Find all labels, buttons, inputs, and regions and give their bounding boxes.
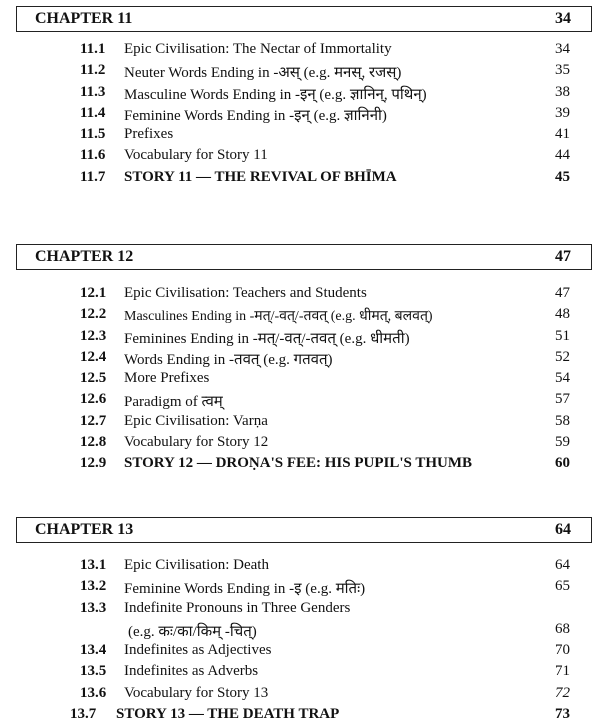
entry-number: 13.5 — [80, 663, 107, 680]
entry-number: 12.5 — [80, 370, 107, 387]
entry-title: Feminines Ending in -मत्/-वत्/-तवत् (e.g. धीमती) — [124, 330, 410, 347]
toc-entry — [0, 642, 600, 663]
toc-entry — [0, 105, 600, 126]
entry-page: 54 — [555, 370, 570, 387]
entry-title: Paradigm of त्वम् — [124, 394, 223, 411]
entry-number: 11.6 — [80, 147, 106, 164]
entry-page: 57 — [555, 391, 570, 408]
toc-entry — [0, 578, 600, 599]
entry-page: 48 — [555, 306, 570, 323]
entry-page: 51 — [555, 327, 570, 344]
entry-title: STORY 11 — THE REVIVAL OF BHĪMA — [124, 168, 397, 185]
entry-page: 47 — [555, 285, 570, 301]
chapter-page: 47 — [555, 248, 571, 265]
entry-number: 12.2 — [80, 306, 107, 323]
entry-title: Masculine Words Ending in -इन् (e.g. ज्ञानिन्, पथिन्) — [124, 86, 427, 103]
toc-entry — [0, 600, 600, 621]
entry-title-continuation: (e.g. कः/का/किम् -चित्) — [128, 623, 257, 640]
entry-number: 13.2 — [80, 578, 107, 595]
toc-entry — [0, 328, 600, 349]
entry-page: 41 — [555, 126, 570, 143]
chapter-title: CHAPTER 11 — [35, 10, 133, 27]
entry-number: 13.1 — [80, 557, 107, 573]
toc-entry — [0, 62, 600, 83]
entry-title: Vocabulary for Story 12 — [124, 434, 269, 451]
entry-number: 12.6 — [80, 391, 107, 408]
toc-entry — [0, 41, 600, 62]
entry-number: 13.3 — [80, 599, 107, 616]
chapter-title: CHAPTER 13 — [35, 521, 134, 538]
entry-number: 12.4 — [80, 348, 107, 365]
toc-entry-continuation — [0, 621, 600, 642]
toc-entry — [0, 285, 600, 306]
entry-title: Words Ending in -तवत् (e.g. गतवत्) — [124, 351, 333, 368]
entry-page: 60 — [555, 455, 570, 472]
entry-title: Vocabulary for Story 13 — [124, 684, 269, 701]
entry-title: Feminine Words Ending in -इ (e.g. मतिः) — [124, 581, 366, 598]
chapter-13-header — [16, 517, 592, 543]
entry-number: 11.7 — [80, 168, 106, 185]
entry-title: Epic Civilisation: The Nectar of Immortality — [124, 41, 392, 57]
entry-number: 12.1 — [80, 285, 107, 301]
entry-page: 58 — [555, 412, 570, 429]
chapter-12-header — [16, 244, 592, 270]
chapter-page: 64 — [555, 521, 571, 538]
entry-number: 11.1 — [80, 41, 106, 57]
entry-page: 64 — [555, 557, 570, 573]
entry-title: Indefinites as Adverbs — [124, 663, 259, 680]
toc-entry — [0, 306, 600, 327]
entry-title: Epic Civilisation: Death — [124, 557, 269, 573]
entry-page: 65 — [555, 578, 570, 595]
entry-number: 11.5 — [80, 126, 106, 143]
entry-page: 39 — [555, 104, 570, 121]
entry-title: Feminine Words Ending in -इन् (e.g. ज्ञानिनी) — [124, 107, 387, 124]
entry-title: More Prefixes — [124, 370, 210, 387]
toc-story-entry — [0, 706, 600, 727]
entry-number: 12.3 — [80, 327, 107, 344]
entry-number: 13.7 — [70, 706, 97, 723]
entry-title: Prefixes — [124, 126, 174, 143]
toc-entry — [0, 84, 600, 105]
entry-page: 52 — [555, 348, 570, 365]
entry-number: 11.2 — [80, 62, 106, 79]
entry-title: Vocabulary for Story 11 — [124, 147, 268, 164]
entry-number: 13.6 — [80, 684, 107, 701]
entry-page: 35 — [555, 62, 570, 79]
toc-entry — [0, 434, 600, 455]
entry-page: 44 — [555, 147, 570, 164]
toc-entry — [0, 126, 600, 147]
toc-entry — [0, 557, 600, 578]
chapter-11-header — [16, 6, 592, 32]
toc-entry — [0, 349, 600, 370]
toc-entry — [0, 391, 600, 412]
chapter-page: 34 — [555, 10, 571, 27]
toc-story-entry — [0, 169, 600, 190]
entry-title: STORY 13 — THE DEATH TRAP — [116, 706, 340, 723]
toc-entry — [0, 413, 600, 434]
toc-entry — [0, 147, 600, 168]
entry-title: Masculines Ending in -मत्/-वत्/-तवत् (e.g. धीमत्, बलवत्) — [124, 309, 433, 325]
toc-entry — [0, 685, 600, 706]
toc-story-entry — [0, 455, 600, 476]
entry-title: Neuter Words Ending in -अस् (e.g. मनस्, रजस्) — [124, 65, 402, 82]
entry-title: Indefinite Pronouns in Three Genders — [124, 599, 351, 616]
chapter-title: CHAPTER 12 — [35, 248, 134, 265]
entry-page: 72 — [555, 684, 570, 701]
toc-entry — [0, 370, 600, 391]
entry-number: 12.7 — [80, 412, 107, 429]
entry-title: STORY 12 — DROṆA'S FEE: HIS PUPIL'S THUMB — [124, 455, 473, 472]
chapter-12-entries — [0, 285, 600, 477]
entry-number: 11.4 — [80, 104, 106, 121]
entry-page: 71 — [555, 663, 570, 680]
entry-page: 70 — [555, 642, 570, 659]
entry-page: 73 — [555, 706, 570, 723]
entry-title: Epic Civilisation: Teachers and Students — [124, 285, 367, 301]
chapter-13-entries — [0, 557, 600, 727]
entry-title: Epic Civilisation: Varṇa — [124, 412, 268, 429]
entry-page: 59 — [555, 434, 570, 451]
entry-number: 11.3 — [80, 83, 106, 100]
entry-title: Indefinites as Adjectives — [124, 642, 272, 659]
toc-entry — [0, 663, 600, 684]
entry-page: 68 — [555, 620, 570, 637]
chapter-11-entries — [0, 41, 600, 190]
entry-number: 13.4 — [80, 642, 107, 659]
entry-number: 12.9 — [80, 455, 107, 472]
entry-page: 45 — [555, 168, 570, 185]
entry-page: 34 — [555, 41, 570, 57]
entry-number: 12.8 — [80, 434, 107, 451]
entry-page: 38 — [555, 83, 570, 100]
